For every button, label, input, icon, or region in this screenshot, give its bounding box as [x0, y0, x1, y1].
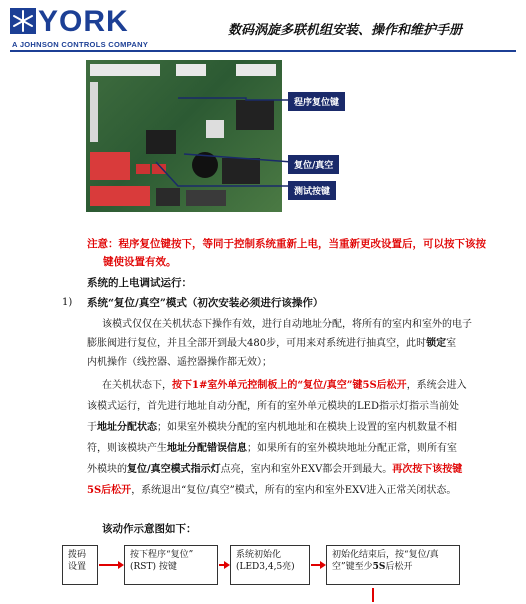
callout-program-reset: 程序复位键	[288, 92, 345, 111]
p2-line-3: 于地址分配状态；如果室外模块分配的室内机地址和在模块上设置的室内机数量不相	[87, 422, 457, 433]
logo-wordmark: YORK	[38, 5, 129, 38]
p1-line-1: 该模式仅仅在关机状态下操作有效，进行自动地址分配，将所有的室内和室外的电子	[102, 319, 472, 330]
flow-arrow-1	[99, 564, 119, 566]
flow-step-init: 系统初始化 (LED3,4,5亮)	[230, 545, 310, 585]
callout-test-button: 测试按键	[288, 181, 336, 200]
p2-line-2: 该模式运行，首先进行地址自动分配，所有的室外单元模块的LED指示灯指示当前处	[87, 401, 459, 412]
p2-line-4: 符，则该模块产生地址分配错误信息；如果所有的室外模块地址分配正常，则所有室	[87, 443, 457, 454]
flow-arrow-3	[311, 564, 321, 566]
flow-step-press-vacuum: 初始化结束后，按“复位/真 空”键至少5S后松开	[326, 545, 460, 585]
item-number: 1)	[62, 297, 73, 308]
page-title: 数码涡旋多联机组安装、操作和维护手册	[228, 23, 463, 38]
p2-line-5: 外模块的复位/真空模式指示灯点亮，室内和室外EXV都会开到最大。再次按下该按键	[87, 464, 463, 475]
item-title: 系统“复位/真空”模式（初次安装必须进行该操作）	[87, 297, 324, 309]
logo-tagline: A JOHNSON CONTROLS COMPANY	[12, 40, 149, 49]
p1-line-2: 膨胀阀进行复位，并且全部开到最大480步，可用来对系统进行抽真空，此时锁定室	[87, 338, 457, 349]
callout-reset-vacuum: 复位/真空	[288, 155, 339, 174]
section-heading: 系统的上电调试运行：	[87, 277, 192, 289]
p1-line-3: 内机操作（线控器、遥控器操作都无效）；	[87, 357, 272, 368]
note-line-1: 注意：程序复位键按下，等同于控制系统重新上电，当重新更改设置后，可以按下该按	[87, 238, 486, 250]
flow-arrow-2	[219, 564, 225, 566]
flow-title: 该动作示意图如下：	[102, 523, 197, 535]
note-line-2: 键使设置有效。	[103, 256, 177, 268]
p2-line-1: 在关机状态下，按下1#室外单元控制板上的“复位/真空”键5S后松开，系统会进入	[102, 380, 467, 391]
flow-step-press-reset: 按下程序“复位” (RST) 按键	[124, 545, 218, 585]
p2-line-6: 5S后松开，系统退出“复位/真空”模式，所有的室内和室外EXV进入正常关闭状态。	[87, 485, 457, 496]
flow-arrow-down	[372, 588, 374, 602]
flow-step-dip-setting: 拨码设置	[62, 545, 98, 585]
